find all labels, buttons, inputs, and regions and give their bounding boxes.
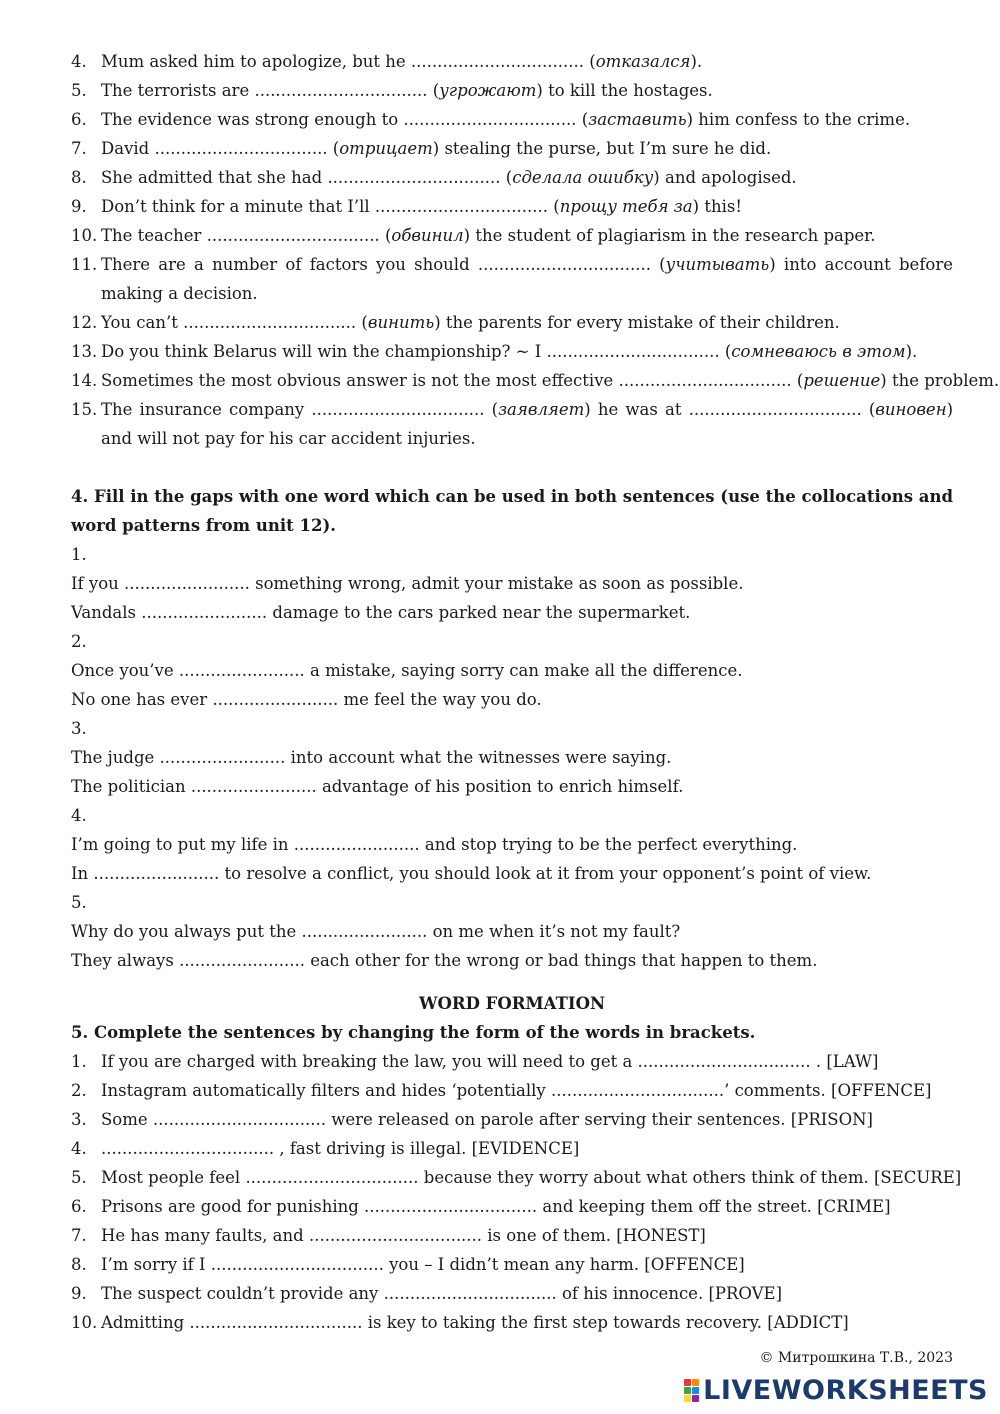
sentence: Why do you always put the ........................ on me when it’s not my fault? — [71, 922, 681, 941]
exercise-5-list — [71, 1047, 962, 1337]
logo-icon — [684, 1379, 699, 1402]
group-number: 1. — [71, 545, 87, 564]
list-item: 2. Instagram automatically filters and hides ‘potentially .................................’ comments. [OFFENCE] — [71, 1081, 932, 1100]
list-item: 6. Prisons are good for punishing ................................. and keeping them off the street. [CRIME] — [71, 1197, 891, 1216]
list-item: 9. The suspect couldn’t provide any ................................. of his innocence. [PROVE] — [71, 1284, 783, 1303]
group-number: 4. — [71, 806, 87, 825]
sentence: Vandals ........................ damage to the cars parked near the supermarket. — [71, 603, 691, 622]
sentence: The judge ........................ into account what the witnesses were saying. — [71, 748, 672, 767]
list-item: 8. She admitted that she had ................................. (сделала ошибку) and apologised. — [71, 168, 797, 187]
sentence: If you ........................ something wrong, admit your mistake as soon as possible. — [71, 574, 744, 593]
group-number: 2. — [71, 632, 87, 651]
list-item: 8. I’m sorry if I ................................. you – I didn’t mean any harm. [OFFENCE] — [71, 1255, 745, 1274]
list-item: 14. Sometimes the most obvious answer is not the most effective ................................. (решение) the problem. — [71, 371, 1000, 390]
sentence: No one has ever ........................ me feel the way you do. — [71, 690, 542, 709]
list-item: 3. Some ................................. were released on parole after serving their sentences. [PRISON] — [71, 1110, 873, 1129]
list-item: 1. If you are charged with breaking the law, you will need to get a ................................. . [LAW] — [71, 1052, 879, 1071]
list-item: 7. He has many faults, and ................................. is one of them. [HONEST] — [71, 1226, 706, 1245]
list-item: 10. Admitting ................................. is key to taking the first step towards recovery. [ADDICT] — [71, 1313, 849, 1332]
sentence: The politician ........................ advantage of his position to enrich himself. — [71, 777, 684, 796]
exercise-4-heading: 4. Fill in the gaps with one word which can be used in both sentences (use the collocations and word patterns from unit 12). — [71, 487, 953, 535]
list-item: 15. The insurance company ................................. (заявляет) he was at ................................. (виновен) and will not pay for his car accident injuries. — [71, 400, 954, 448]
logo-text: LIVEWORKSHEETS — [703, 1374, 988, 1406]
list-item: 7. David ................................. (отрицает) stealing the purse, but I’m sure he did. — [71, 139, 772, 158]
list-item: 13. Do you think Belarus will win the championship? ~ I ................................. (сомневаюсь в этом). — [71, 342, 918, 361]
exercise-5-heading: 5. Complete the sentences by changing the form of the words in brackets. — [71, 1023, 756, 1042]
list-item: 5. Most people feel ................................. because they worry about what others think of them. [SECURE] — [71, 1168, 962, 1187]
worksheet-page — [71, 47, 1000, 1337]
sentence: They always ........................ each other for the wrong or bad things that happen to them. — [71, 951, 818, 970]
sentence: I’m going to put my life in ........................ and stop trying to be the perfect everything. — [71, 835, 798, 854]
liveworksheets-logo[interactable] — [684, 1372, 988, 1408]
copyright-note: © Митрошкина Т.В., 2023 — [759, 1350, 953, 1366]
exercise-4-list — [71, 540, 953, 975]
group-number: 5. — [71, 893, 87, 912]
list-item: 12. You can’t ................................. (винить) the parents for every mistake of their children. — [71, 313, 840, 332]
list-item: 10. The teacher ................................. (обвинил) the student of plagiarism in the research paper. — [71, 226, 876, 245]
sentence: Once you’ve ........................ a mistake, saying sorry can make all the difference. — [71, 661, 743, 680]
list-item: 11. There are a number of factors you should ................................. (учитывать) into account before making a decision. — [71, 255, 954, 303]
sentence: In ........................ to resolve a conflict, you should look at it from your opponent’s point of view. — [71, 864, 872, 883]
list-item: 4. Mum asked him to apologize, but he ................................. (отказался). — [71, 52, 703, 71]
list-item: 9. Don’t think for a minute that I’ll ................................. (прощу тебя за) this! — [71, 197, 742, 216]
section-title: WORD FORMATION — [418, 994, 606, 1013]
list-item: 6. The evidence was strong enough to ................................. (заставить) him confess to the crime. — [71, 110, 911, 129]
list-item: 5. The terrorists are ................................. (угрожают) to kill the hostages. — [71, 81, 713, 100]
exercise-3-list — [71, 47, 1000, 453]
group-number: 3. — [71, 719, 87, 738]
list-item: 4. ................................. , fast driving is illegal. [EVIDENCE] — [71, 1139, 580, 1158]
